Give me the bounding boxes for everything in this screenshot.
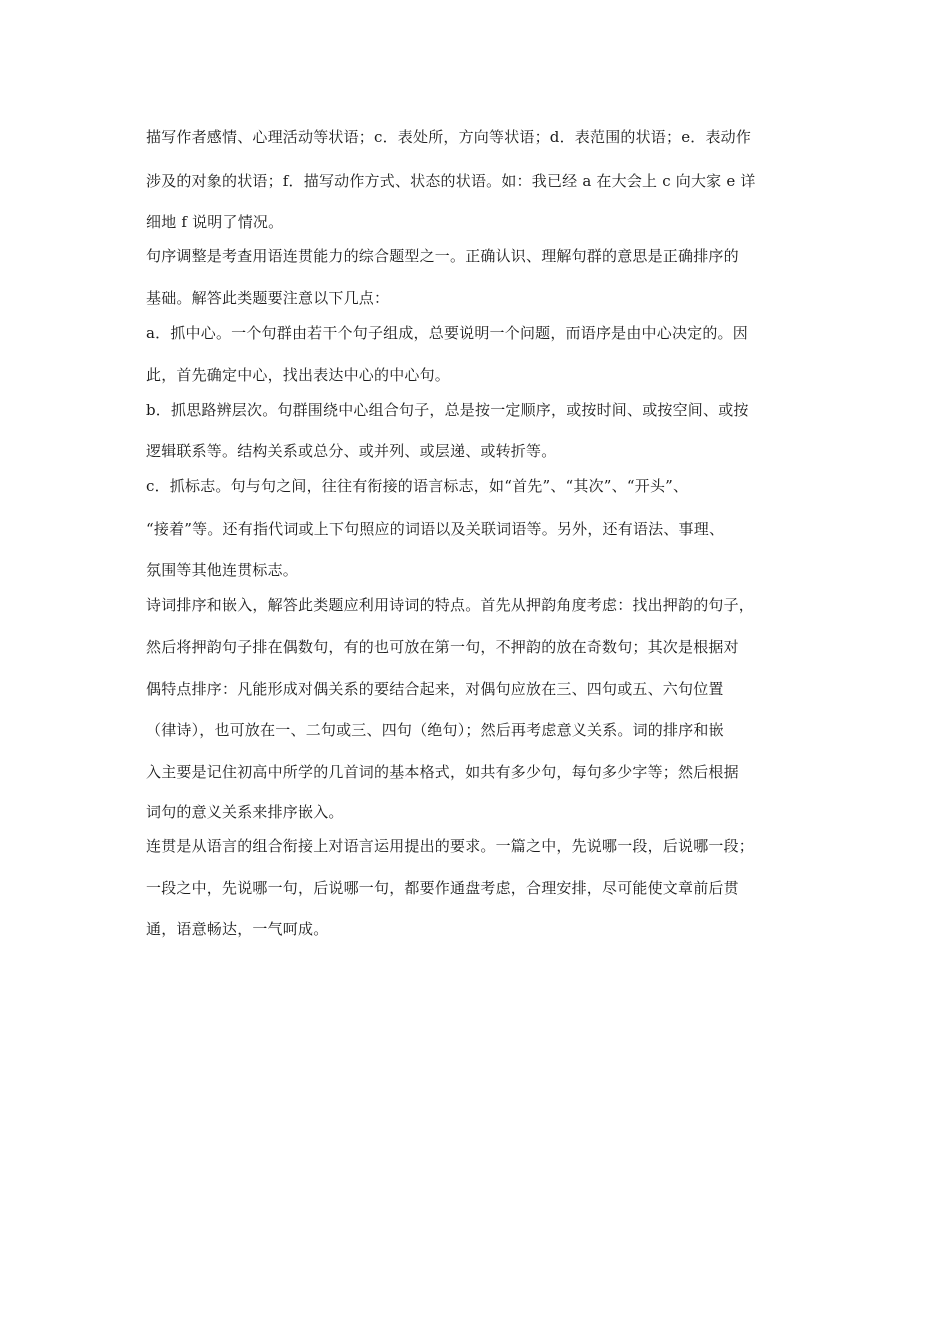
text-line: 细地 f 说明了情况。 — [146, 213, 284, 231]
text-line: a．抓中心。一个句群由若干个句子组成，总要说明一个问题，而语序是由中心决定的。因 — [146, 324, 748, 342]
text-line: b．抓思路辨层次。句群围绕中心组合句子，总是按一定顺序，或按时间、或按空间、或按 — [146, 401, 749, 419]
text-line: 词句的意义关系来排序嵌入。 — [146, 803, 344, 821]
text-line: （律诗），也可放在一、二句或三、四句（绝句）；然后再考虑意义关系。词的排序和嵌 — [146, 721, 724, 739]
text-line: 连贯是从语言的组合衔接上对语言运用提出的要求。一篇之中，先说哪一段，后说哪一段； — [146, 837, 755, 855]
text-line: 通，语意畅达，一气呵成。 — [146, 920, 329, 938]
text-line: 氛围等其他连贯标志。 — [146, 561, 299, 579]
text-line: 逻辑联系等。结构关系或总分、或并列、或层递、或转折等。 — [146, 442, 557, 460]
text-line: 基础。解答此类题要注意以下几点： — [146, 289, 390, 307]
text-line: 句序调整是考查用语连贯能力的综合题型之一。正确认识、理解句群的意思是正确排序的 — [146, 247, 739, 265]
text-line: 然后将押韵句子排在偶数句，有的也可放在第一句，不押韵的放在奇数句；其次是根据对 — [146, 638, 739, 656]
text-line: 诗词排序和嵌入，解答此类题应利用诗词的特点。首先从押韵角度考虑：找出押韵的句子， — [146, 596, 755, 614]
text-line: 一段之中，先说哪一句，后说哪一句，都要作通盘考虑，合理安排，尽可能使文章前后贯 — [146, 879, 739, 897]
text-line: “接着”等。还有指代词或上下句照应的词语以及关联词语等。另外，还有语法、事理、 — [146, 520, 725, 538]
text-line: 入主要是记住初高中所学的几首词的基本格式，如共有多少句，每句多少字等；然后根据 — [146, 763, 739, 781]
text-line: 偶特点排序：凡能形成对偶关系的要结合起来，对偶句应放在三、四句或五、六句位置 — [146, 680, 724, 698]
text-line: 此，首先确定中心，找出表达中心的中心句。 — [146, 366, 451, 384]
text-line: 涉及的对象的状语；f．描写动作方式、状态的状语。如：我已经 a 在大会上 c 向大家 e 详 — [146, 172, 756, 190]
text-line: c．抓标志。句与句之间，往往有衔接的语言标志，如“首先”、“其次”、“开头”、 — [146, 477, 689, 495]
text-line: 描写作者感情、心理活动等状语；c．表处所，方向等状语；d．表范围的状语；e．表动作 — [146, 128, 752, 146]
